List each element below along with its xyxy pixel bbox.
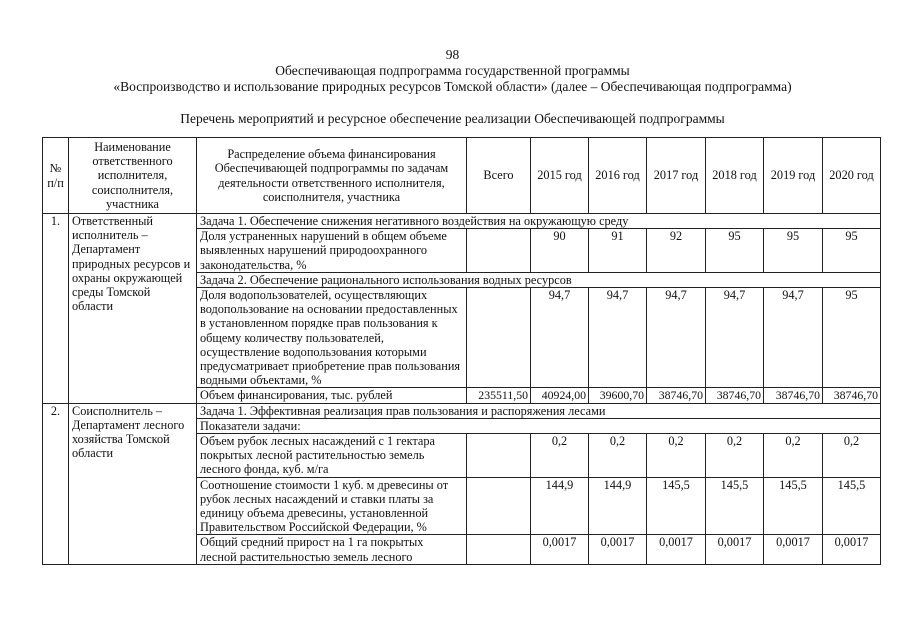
task-heading: Задача 1. Эффективная реализация прав пользования и распоряжения лесами <box>197 403 881 418</box>
value-2016: 144,9 <box>589 477 647 535</box>
financing-2017: 38746,70 <box>647 388 706 403</box>
value-2015: 90 <box>531 229 589 273</box>
indicator-label: Доля водопользователей, осуществляющих водопользование на основании предоставленных в установленном порядке прав пользования к общему количеству пользователей, осуществление водопользования которыми предусматривает приобретение прав пользования водными объектами, % <box>197 288 467 388</box>
value-2016: 91 <box>589 229 647 273</box>
value-2017: 0,0017 <box>647 535 706 564</box>
header-distribution: Распределение объема финансирования Обеспечивающей подпрограммы по задачам деятельности ответственного исполнителя, соисполнителя, участника <box>197 138 467 214</box>
value-2017: 0,2 <box>647 434 706 478</box>
financing-2016: 39600,70 <box>589 388 647 403</box>
value-2019: 0,2 <box>764 434 823 478</box>
indicator-label: Общий средний прирост на 1 га покрытых лесной растительностью земель лесного <box>197 535 467 564</box>
document-title-line1: Обеспечивающая подпрограмма государственной программы <box>275 63 630 78</box>
value-2016: 94,7 <box>589 288 647 388</box>
header-year-2016: 2016 год <box>589 138 647 214</box>
task-heading: Задача 1. Обеспечение снижения негативного воздействия на окружающую среду <box>197 214 881 229</box>
financing-2020: 38746,70 <box>823 388 881 403</box>
value-total <box>467 434 531 478</box>
header-year-2019: 2019 год <box>764 138 823 214</box>
document-title-line2: «Воспроизводство и использование природных ресурсов Томской области» (далее – Обеспечивающая подпрограмма) <box>113 79 792 94</box>
value-2016: 0,0017 <box>589 535 647 564</box>
task-heading: Задача 2. Обеспечение рационального использования водных ресурсов <box>197 272 881 287</box>
value-2018: 0,0017 <box>706 535 764 564</box>
table-header-row <box>43 138 881 214</box>
header-year-2015: 2015 год <box>531 138 589 214</box>
value-2018: 95 <box>706 229 764 273</box>
financing-2019: 38746,70 <box>764 388 823 403</box>
value-2020: 145,5 <box>823 477 881 535</box>
section-number: 2. <box>43 403 69 564</box>
value-2017: 145,5 <box>647 477 706 535</box>
value-total <box>467 477 531 535</box>
value-total <box>467 535 531 564</box>
value-2016: 0,2 <box>589 434 647 478</box>
value-2018: 145,5 <box>706 477 764 535</box>
header-year-2020: 2020 год <box>823 138 881 214</box>
value-total <box>467 288 531 388</box>
activities-table <box>42 137 881 565</box>
header-year-2018: 2018 год <box>706 138 764 214</box>
financing-2018: 38746,70 <box>706 388 764 403</box>
value-2015: 0,0017 <box>531 535 589 564</box>
page-number: 98 <box>445 47 460 62</box>
value-2015: 94,7 <box>531 288 589 388</box>
indicator-label: Соотношение стоимости 1 куб. м древесины от рубок лесных насаждений и ставки платы за единицу объема древесины, установленной Правительством Российской Федерации, % <box>197 477 467 535</box>
financing-label: Объем финансирования, тыс. рублей <box>197 388 467 403</box>
header-total: Всего <box>467 138 531 214</box>
value-2020: 95 <box>823 288 881 388</box>
executor-name: Ответственный исполнитель – Департамент природных ресурсов и охраны окружающей среды Томской области <box>69 214 197 404</box>
value-2020: 95 <box>823 229 881 273</box>
value-2019: 95 <box>764 229 823 273</box>
indicators-heading: Показатели задачи: <box>197 418 881 433</box>
indicator-label: Объем рубок лесных насаждений с 1 гектара покрытых лесной растительностью земель лесного фонда, куб. м/га <box>197 434 467 478</box>
executor-name: Соисполнитель – Департамент лесного хозяйства Томской области <box>69 403 197 564</box>
value-2019: 94,7 <box>764 288 823 388</box>
document-subtitle: Перечень мероприятий и ресурсное обеспечение реализации Обеспечивающей подпрограммы <box>180 111 725 126</box>
value-2015: 0,2 <box>531 434 589 478</box>
value-2018: 0,2 <box>706 434 764 478</box>
section-number: 1. <box>43 214 69 404</box>
header-year-2017: 2017 год <box>647 138 706 214</box>
indicator-label: Доля устраненных нарушений в общем объеме выявленных нарушений природоохранного законодательства, % <box>197 229 467 273</box>
value-2015: 144,9 <box>531 477 589 535</box>
value-2018: 94,7 <box>706 288 764 388</box>
value-2020: 0,2 <box>823 434 881 478</box>
financing-total: 235511,50 <box>467 388 531 403</box>
value-2019: 0,0017 <box>764 535 823 564</box>
value-2019: 145,5 <box>764 477 823 535</box>
header-num: № п/п <box>43 138 69 214</box>
table-row <box>43 214 881 229</box>
value-total <box>467 229 531 273</box>
table-row <box>43 403 881 418</box>
header-executor: Наименование ответственного исполнителя, соисполнителя, участника <box>69 138 197 214</box>
value-2017: 94,7 <box>647 288 706 388</box>
value-2017: 92 <box>647 229 706 273</box>
value-2020: 0,0017 <box>823 535 881 564</box>
financing-2015: 40924,00 <box>531 388 589 403</box>
